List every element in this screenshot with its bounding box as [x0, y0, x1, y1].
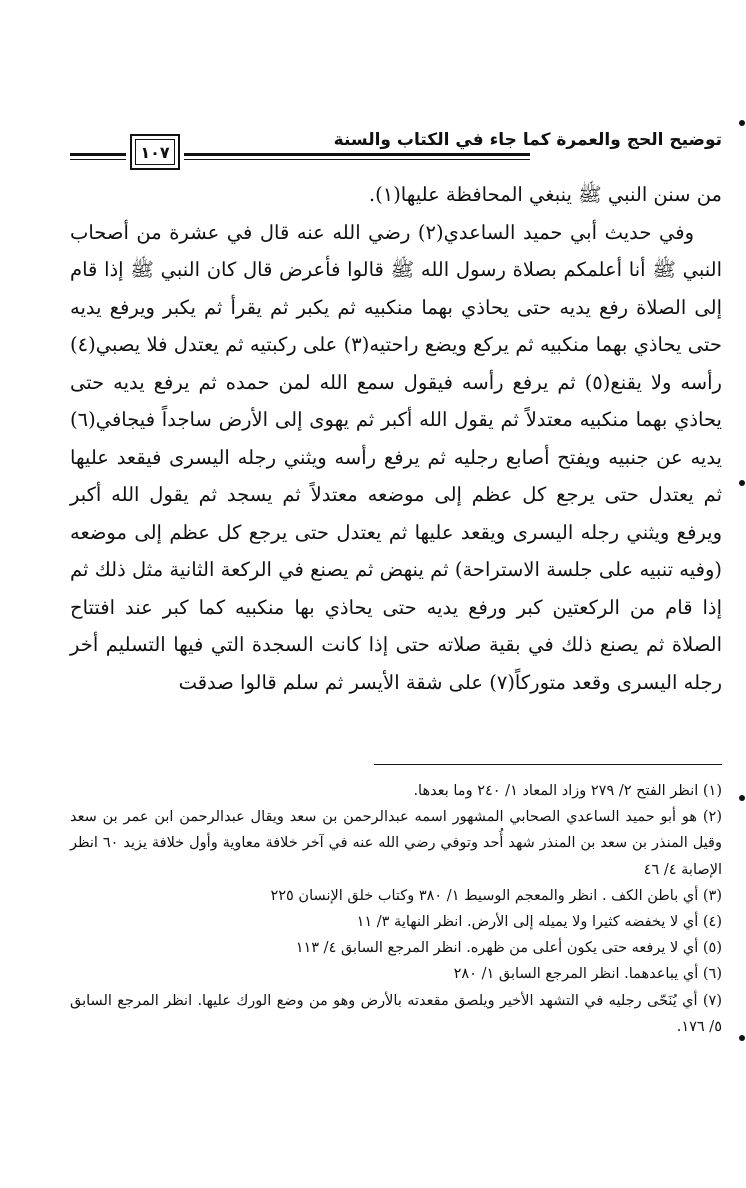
running-header — [70, 128, 722, 172]
paragraph: وفي حديث أبي حميد الساعدي(٢) رضي الله عنه قال في عشرة من أصحاب النبي ﷺ أنا أعلمكم بصلاة رسول الله ﷺ قالوا فأعرض قال كان النبي ﷺ إذا قام إلى الصلاة رفع يديه حتى يحاذي بهما منكبيه ثم يكبر ثم يقرأ ثم يكبر ويرفع يديه حتى يحاذي بهما منكبيه ثم يركع ويضع راحتيه(٣) على ركبتيه ثم يعتدل فلا يصبي(٤) رأسه ولا يقنع(٥) ثم يرفع رأسه فيقول سمع الله لمن حمده ثم يرفع يديه حتى يحاذي بهما منكبيه معتدلاً ثم يقول الله أكبر ثم يهوى إلى الأرض ساجداً فيجافي(٦) يديه عن جنبيه ويفتح أصابع رجليه ثم يرفع رأسه ويثني رجله اليسرى فيقعد عليها ثم يعتدل حتى يرجع كل عظم إلى موضعه معتدلاً ثم يسجد ثم يقول الله أكبر ويرفع ويثني رجله اليسرى ويقعد عليها ثم يعتدل حتى يرجع كل عظم إلى موضعه (وفيه تنبيه على جلسة الاستراحة) ثم ينهض ثم يصنع في الركعة الثانية مثل ذلك ثم إذا قام من الركعتين كبر ورفع يديه حتى يحاذي بها منكبيه كما كبر عند افتتاح الصلاة ثم يصنع ذلك في بقية صلاته حتى إذا كانت السجدة التي فيها التسليم أخر رجله اليسرى وقعد متوركاً(٧) على شقة الأيسر ثم سلم قالوا صدقت — [70, 220, 722, 694]
header-rule — [184, 153, 530, 160]
main-text — [70, 176, 722, 701]
footnote: (١) انظر الفتح ٢/ ٢٧٩ وزاد المعاد ١/ ٢٤٠ وما بعدها. — [413, 783, 722, 799]
scan-mark — [739, 480, 745, 486]
scan-mark — [739, 120, 745, 126]
scan-mark — [739, 1035, 745, 1041]
footnote: (٣) أي باطن الكف . انظر والمعجم الوسيط ١/ ٣٨٠ وكتاب خلق الإنسان ٢٢٥ — [270, 887, 722, 904]
footnote: (٥) أي لا يرفعه حتى يكون أعلى من ظهره. انظر المرجع السابق ٤/ ١١٣ — [295, 940, 722, 957]
footnote: (٤) أي لا يخفضه كثيرا ولا يميله إلى الأرض. انظر النهاية ٣/ ١١ — [356, 914, 722, 931]
footnote: (٢) هو أبو حميد الساعدي الصحابي المشهور اسمه عبدالرحمن بن سعد ويقال عبدالرحمن ابن عمر بن سعد وقيل المنذر بن سعد بن المنذر شهد أُحد وتوفي رضي الله عنه في آخر خلافة معاوية وأول خلافة يزيد ٦٠ انظر الإصابة ٤/ ٤٦ — [70, 809, 722, 878]
footnote: (٦) أي يباعدهما. انظر المرجع السابق ١/ ٢٨٠ — [453, 966, 722, 983]
scan-mark — [739, 795, 745, 801]
header-title: توضيح الحج والعمرة كما جاء في الكتاب والسنة — [333, 130, 722, 150]
page-number-box — [130, 134, 180, 170]
footnote: (٧) أي يُنَحّى رجليه في التشهد الأخير ويلصق مقعدته بالأرض وهو من وضع الورك عليها. انظر المرجع السابق ٥/ ١٧٦. — [70, 992, 722, 1035]
paragraph: من سنن النبي ﷺ ينبغي المحافظة عليها(١). — [368, 183, 722, 206]
footnotes — [70, 778, 722, 1040]
footnote-separator — [374, 764, 722, 765]
page-number: ١٠٧ — [135, 139, 175, 165]
header-rule-left — [70, 153, 126, 160]
